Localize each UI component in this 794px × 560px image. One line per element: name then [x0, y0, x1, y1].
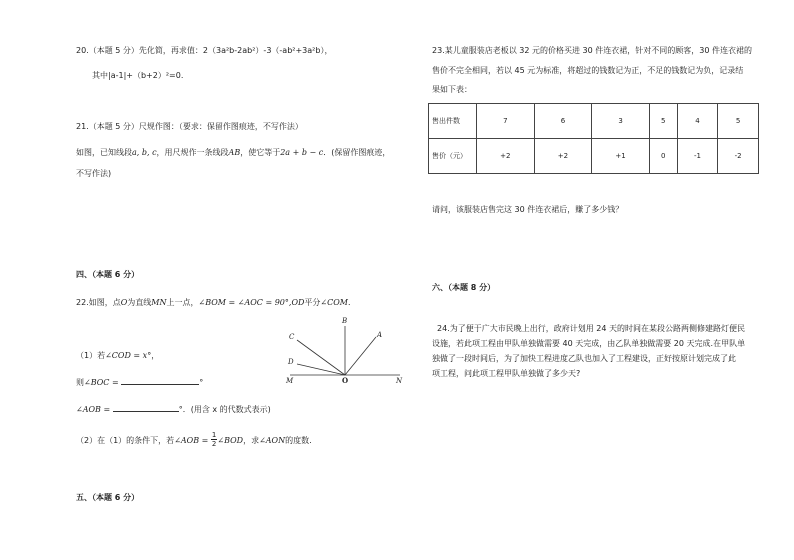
q22-part2-aon: ∠AON: [259, 436, 286, 445]
q21-text-pre: 如图，已知线段: [76, 148, 132, 157]
label-m: M: [286, 377, 294, 385]
label-n: N: [396, 377, 403, 385]
table-cell: +2: [477, 139, 535, 174]
table-cell: +1: [592, 139, 650, 174]
q21-title: 21.（本题 5 分）尺规作图：（要求：保留作图痕迹，不写作法）: [76, 122, 303, 131]
table-cell: 4: [677, 104, 718, 139]
q22-part2-post: ，求: [243, 436, 260, 445]
table-cell: 3: [592, 104, 650, 139]
section-six-heading: 六、（本题 8 分）: [432, 283, 496, 292]
ray-oa: [345, 337, 376, 375]
table-cell: 7: [477, 104, 535, 139]
q22-angle-com: ∠COM: [320, 298, 348, 307]
q21-body-line2: 不写作法): [76, 169, 112, 178]
q22-text3: 上一点，: [166, 298, 199, 307]
q22-boc: ∠BOC =: [84, 378, 119, 387]
label-o: O: [342, 376, 349, 385]
q21-text-mid2: ，使它等于: [240, 148, 281, 157]
q21-ab: AB: [228, 148, 241, 157]
label-a: A: [377, 331, 383, 339]
q24-line4: 项工程，问此项工程甲队单独做了多少天?: [432, 369, 581, 378]
q22-end: ．: [348, 298, 356, 307]
q20-line2: 其中|a-1|+（b+2）²=0.: [92, 71, 184, 80]
q22-text1: 22.如图，点: [76, 298, 121, 307]
sales-table: [428, 103, 759, 174]
q21-text-mid: ，用尺规作一条线段: [156, 148, 229, 157]
label-d: D: [288, 358, 294, 366]
table-row: [429, 139, 759, 174]
q23-line2: 售价不完全相同，若以 45 元为标准，将超过的钱数记为正，不足的钱数记为负，记录结: [432, 66, 744, 75]
label-c: C: [289, 333, 295, 341]
q22-condition: ∠BOM = ∠AOC = 90°,OD: [198, 298, 305, 307]
q22-part1-math: ∠COD = x°: [105, 351, 152, 360]
table-row-head: 售价（元）: [429, 139, 477, 174]
q22-part2-math2: ∠BOD: [217, 436, 244, 445]
q22-line-mn: MN: [151, 298, 167, 307]
q21-text-post: ．(保留作图痕迹，: [323, 148, 391, 157]
section-four-heading: 四、（本题 6 分）: [76, 270, 140, 279]
label-b: B: [342, 317, 348, 325]
table-row: [429, 104, 759, 139]
table-cell: 6: [534, 104, 592, 139]
q22-aob: ∠AOB =: [76, 405, 111, 414]
q21-vars: a, b, c: [132, 148, 157, 157]
q22-part1-end: ，: [151, 351, 160, 360]
q22-deg: °: [199, 378, 204, 387]
q22-text4: 平分: [304, 298, 321, 307]
q23-question: 请问，该服装店售完这 30 件连衣裙后，赚了多少钱？: [432, 205, 624, 214]
fraction-denominator: 2: [211, 440, 217, 448]
q20-line1: 20.（本题 5 分）先化简，再求值：2（3a²b-2ab²）-3（-ab²+3a²b），: [76, 46, 333, 55]
table-cell: 5: [718, 104, 759, 139]
q22-point-o: O: [120, 298, 128, 307]
q23-line3: 果如下表：: [432, 85, 472, 94]
q22-part2-end: 的度数.: [285, 436, 312, 445]
q21-expr: 2a + b − c: [280, 148, 324, 157]
fraction-numerator: 1: [211, 431, 217, 439]
q24-line2: 设施，若此项工程由甲队单独做需要 40 天完成，由乙队单独做需要 20 天完成.在甲队单: [432, 339, 746, 348]
q24-line3: 独做了一段时间后，为了加快工程进度乙队也加入了工程建设，正好按原计划完成了此: [432, 354, 736, 363]
table-cell: -2: [718, 139, 759, 174]
table-cell: 0: [649, 139, 677, 174]
q22-part1-pre: （1）若: [76, 351, 106, 360]
q22-text2: 为直线: [127, 298, 152, 307]
section-five-heading: 五、（本题 6 分）: [76, 493, 140, 502]
q22-part2-pre: （2）在（1）的条件下，若: [76, 436, 175, 445]
q23-line1: 23.某儿童服装店老板以 32 元的价格买进 30 件连衣裙，针对不同的顾客，30 件连衣裙的: [432, 46, 752, 55]
table-cell: 5: [649, 104, 677, 139]
table-cell: -1: [677, 139, 718, 174]
table-cell: +2: [534, 139, 592, 174]
table-row-head: 售出件数: [429, 104, 477, 139]
q22-part2-math1: ∠AOB =: [174, 436, 209, 445]
q22-aob-post: °．(用含 x 的代数式表示): [178, 405, 271, 414]
q24-line1: 24.为了便于广大市民晚上出行，政府计划用 24 天的时间在某段公路两侧修建路灯便民: [437, 324, 745, 333]
q22-boc-pre: 则: [76, 378, 84, 387]
